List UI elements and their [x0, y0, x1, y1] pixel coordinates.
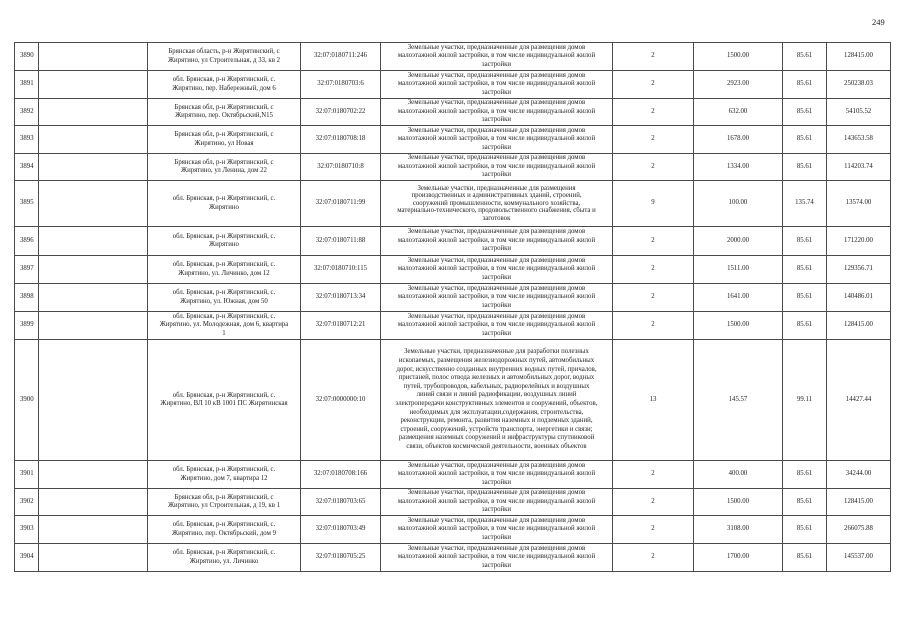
cell-address [148, 489, 301, 516]
rate-text: 85.61 [796, 265, 813, 273]
cadastral-text: 32:07:0180703:49 [315, 525, 366, 533]
cell-purpose [381, 99, 613, 126]
table-row [15, 516, 891, 544]
area-text: 2000.00 [726, 236, 750, 244]
area-text: 1334.00 [726, 162, 750, 170]
cell-code [613, 461, 694, 489]
purpose-text: Земельные участки, предназначенные для размещения домов малоэтажной жилой застройки, в том числе индивидуальной жилой застройки [397, 228, 596, 253]
cadastral-text: 32:07:0180708:166 [313, 470, 368, 478]
table-row [15, 99, 891, 126]
cell-address [148, 227, 301, 256]
cell-cadastral [301, 181, 381, 227]
value-text: 266075.88 [844, 525, 873, 533]
value-text: 140486.01 [844, 293, 873, 301]
num-text: 3896 [20, 236, 34, 244]
address-text: обл. Брянская, р-н Жирятинский, с. Жирятино, ВЛ 10 кВ 1001 ПС Жирятинская [160, 391, 288, 407]
cell-purpose [381, 154, 613, 181]
address-text: Брянская обл, р-н Жирятинский, с Жирятино, ул Строительная, д 19, кв 1 [167, 493, 281, 509]
cadastral-text: 32:07:0180703:6 [317, 80, 364, 88]
code-text: 2 [651, 52, 655, 60]
cell-blank [39, 461, 148, 489]
code-text: 2 [651, 553, 655, 561]
rate-text: 85.61 [796, 470, 813, 478]
value-text: 34244.00 [845, 470, 872, 478]
cadastral-text: 32:07:0180711:99 [315, 199, 366, 207]
address-text: обл. Брянская, р-н Жирятинский, с. Жирятино, ул. Личинко [172, 549, 276, 565]
cell-code [613, 99, 694, 126]
cadastral-text: 32:07:0180710:115 [314, 265, 367, 273]
code-text: 2 [651, 525, 655, 533]
code-text: 2 [651, 135, 655, 143]
value-text: 128415.00 [844, 497, 873, 505]
cadastral-text: 32:07:0180711:246 [314, 52, 367, 60]
area-text: 3108.00 [726, 525, 750, 533]
code-text: 2 [651, 497, 655, 505]
area-text: 1500.00 [726, 321, 750, 329]
cell-value [827, 227, 891, 256]
cell-cadastral [301, 516, 381, 544]
cell-area [694, 340, 783, 461]
cell-address [148, 71, 301, 99]
cell-num [15, 99, 39, 126]
cell-blank [39, 99, 148, 126]
rate-text: 85.61 [796, 107, 813, 115]
area-text: 1500.00 [726, 52, 750, 60]
cell-num [15, 71, 39, 99]
cell-cadastral [301, 126, 381, 154]
cell-cadastral [301, 340, 381, 461]
purpose-text: Земельные участки, предназначенные для размещения домов малоэтажной жилой застройки, в том числе индивидуальной жилой застройки [397, 154, 596, 179]
rate-text: 99.11 [796, 395, 813, 403]
value-text: 13574.00 [845, 199, 872, 207]
rate-text: 85.61 [796, 293, 813, 301]
table-row [15, 181, 891, 227]
cell-value [827, 126, 891, 154]
cell-code [613, 312, 694, 340]
table-row [15, 461, 891, 489]
cell-blank [39, 544, 148, 572]
cell-cadastral [301, 71, 381, 99]
cell-purpose [381, 544, 613, 572]
value-text: 14427.44 [845, 395, 872, 403]
code-text: 2 [651, 293, 655, 301]
value-text: 171220.00 [844, 236, 873, 244]
code-text: 2 [651, 265, 655, 273]
cell-blank [39, 71, 148, 99]
rate-text: 85.61 [796, 525, 813, 533]
num-text: 3891 [20, 80, 34, 88]
cell-num [15, 227, 39, 256]
num-text: 3900 [20, 395, 34, 403]
cell-rate [783, 256, 827, 284]
area-text: 1700.00 [726, 553, 750, 561]
num-text: 3894 [20, 162, 34, 170]
cell-rate [783, 181, 827, 227]
cell-code [613, 43, 694, 71]
cell-rate [783, 227, 827, 256]
cell-value [827, 43, 891, 71]
address-text: Брянская обл, р-н Жирятинский, с Жирятино, ул Новая [174, 131, 274, 147]
value-text: 143653.58 [844, 135, 873, 143]
cell-rate [783, 544, 827, 572]
rate-text: 85.61 [796, 321, 813, 329]
rate-text: 135.74 [795, 199, 814, 207]
cell-rate [783, 99, 827, 126]
cell-address [148, 516, 301, 544]
address-text: обл. Брянская, р-н Жирятинский, с. Жирятино, пер. Набережный, дом 6 [172, 76, 276, 92]
purpose-text: Земельные участки, предназначенные для размещения домов малоэтажной жилой застройки, в том числе индивидуальной жилой застройки [397, 312, 596, 337]
cell-value [827, 516, 891, 544]
cell-value [827, 461, 891, 489]
num-text: 3904 [20, 553, 34, 561]
land-plots-table [14, 42, 891, 572]
num-text: 3899 [20, 321, 34, 329]
value-text: 128415.00 [844, 321, 873, 329]
table-row [15, 154, 891, 181]
purpose-text: Земельные участки, предназначенные для размещения домов малоэтажной жилой застройки, в том числе индивидуальной жилой застройки [397, 284, 596, 309]
cell-purpose [381, 516, 613, 544]
cell-purpose [381, 340, 613, 461]
purpose-text: Земельные участки, предназначенные для размещения домов малоэтажной жилой застройки, в том числе индивидуальной жилой застройки [397, 544, 596, 569]
cell-value [827, 181, 891, 227]
value-text: 128415.00 [844, 52, 873, 60]
purpose-text: Земельные участки, предназначенные для разработки полезных ископаемых, размещения железнодорожных путей, автомобильных дорог, искусственно созданных внутренних водных путей, причалов, пристаней, полос отвода железных и автомобильных дорог, водных путей, трубопроводов, кабельных, радиорелейных и воздушных линий связи и линий радиофикации, воздушных линий электропередачи конструктивных элементов и сооружений, объектов, необходимых для эксплуатации,содержания, строительства, реконструкции, ремонта, развития наземных и подземных зданий, строений, сооружений, устройств транспорта, энергетики и связи; размещения наземных сооружений и инфраструктуры спутниковой связи, объектов космической деятельности, военных объектов [395, 348, 598, 450]
cell-cadastral [301, 154, 381, 181]
cell-code [613, 340, 694, 461]
cell-area [694, 71, 783, 99]
table-row [15, 227, 891, 256]
address-text: Брянская обл, р-н Жирятинский, с Жирятино, пер. Октябрьский,N15 [174, 103, 274, 119]
table-row [15, 489, 891, 516]
table-row [15, 126, 891, 154]
rate-text: 85.61 [796, 553, 813, 561]
area-text: 1678.00 [726, 135, 750, 143]
rate-text: 85.61 [796, 52, 813, 60]
table-row [15, 312, 891, 340]
area-text: 1511.00 [727, 265, 749, 273]
cell-num [15, 461, 39, 489]
value-text: 129356.71 [844, 265, 873, 273]
cell-rate [783, 284, 827, 312]
cell-purpose [381, 489, 613, 516]
rate-text: 85.61 [796, 236, 813, 244]
purpose-text: Земельные участки, предназначенные для размещения домов малоэтажной жилой застройки, в том числе индивидуальной жилой застройки [397, 43, 596, 68]
cell-area [694, 126, 783, 154]
cell-area [694, 544, 783, 572]
cadastral-text: 32:07:0180712:21 [315, 321, 366, 329]
purpose-text: Земельные участки, предназначенные для размещения домов малоэтажной жилой застройки, в том числе индивидуальной жилой застройки [397, 489, 596, 514]
address-text: обл. Брянская, р-н Жирятинский, с. Жирятино, ул. Молодежная, дом 6, квартира 1 [159, 312, 289, 337]
table-row [15, 544, 891, 572]
area-text: 145.57 [728, 395, 748, 403]
cell-area [694, 461, 783, 489]
cell-purpose [381, 256, 613, 284]
cell-num [15, 516, 39, 544]
area-text: 632.00 [728, 107, 748, 115]
cell-code [613, 516, 694, 544]
rate-text: 85.61 [796, 135, 813, 143]
cadastral-text: 32:07:0180710:8 [317, 162, 364, 170]
table-row [15, 71, 891, 99]
cell-area [694, 43, 783, 71]
num-text: 3890 [20, 52, 34, 60]
cell-num [15, 489, 39, 516]
cell-code [613, 154, 694, 181]
cadastral-text: 32:07:0000000:10 [315, 395, 366, 403]
area-text: 100.00 [728, 199, 748, 207]
cell-address [148, 284, 301, 312]
cell-blank [39, 181, 148, 227]
cell-num [15, 312, 39, 340]
cell-cadastral [301, 284, 381, 312]
cadastral-text: 32:07:0180708:18 [315, 135, 366, 143]
purpose-text: Земельные участки, предназначенные для размещения домов малоэтажной жилой застройки, в том числе индивидуальной жилой застройки [397, 126, 596, 151]
cell-num [15, 181, 39, 227]
cell-area [694, 154, 783, 181]
cadastral-text: 32:07:0180705:25 [315, 553, 366, 561]
cell-address [148, 312, 301, 340]
cell-address [148, 256, 301, 284]
cell-rate [783, 489, 827, 516]
cell-address [148, 126, 301, 154]
cell-blank [39, 154, 148, 181]
address-text: Брянская область, р-н Жирятинский, с Жирятино, ул Строительная, д 33, кв 2 [167, 48, 281, 64]
cell-area [694, 256, 783, 284]
cell-num [15, 256, 39, 284]
cell-rate [783, 154, 827, 181]
cell-cadastral [301, 43, 381, 71]
code-text: 9 [651, 199, 655, 207]
num-text: 3895 [20, 199, 34, 207]
purpose-text: Земельные участки, предназначенные для размещения домов малоэтажной жилой застройки, в том числе индивидуальной жилой застройки [397, 461, 596, 486]
cell-value [827, 99, 891, 126]
cadastral-text: 32:07:0180703:65 [315, 497, 366, 505]
cell-code [613, 544, 694, 572]
cell-blank [39, 227, 148, 256]
num-text: 3892 [20, 107, 34, 115]
cell-cadastral [301, 544, 381, 572]
cell-cadastral [301, 461, 381, 489]
cadastral-text: 32:07:0180711:88 [315, 236, 366, 244]
cell-rate [783, 312, 827, 340]
cell-num [15, 544, 39, 572]
table-row [15, 284, 891, 312]
cell-num [15, 284, 39, 312]
address-text: обл. Брянская, р-н Жирятинский, с. Жирятино, ул. Южная, дом 50 [172, 289, 276, 305]
cell-blank [39, 340, 148, 461]
cell-purpose [381, 181, 613, 227]
cell-code [613, 489, 694, 516]
cell-blank [39, 284, 148, 312]
value-text: 54105.52 [845, 107, 872, 115]
cell-code [613, 126, 694, 154]
cell-rate [783, 126, 827, 154]
cell-address [148, 43, 301, 71]
cell-address [148, 340, 301, 461]
num-text: 3903 [20, 525, 34, 533]
page-number: 249 [872, 17, 885, 27]
cell-cadastral [301, 99, 381, 126]
code-text: 2 [651, 470, 655, 478]
cadastral-text: 32:07:0180702:22 [315, 107, 366, 115]
cell-code [613, 71, 694, 99]
cell-area [694, 99, 783, 126]
code-text: 2 [651, 162, 655, 170]
area-text: 2923.00 [726, 80, 750, 88]
address-text: обл. Брянская, р-н Жирятинский, с. Жирятино, пер. Октябрьский, дом 9 [172, 521, 276, 537]
cell-code [613, 227, 694, 256]
cell-area [694, 284, 783, 312]
table-row [15, 256, 891, 284]
cell-purpose [381, 71, 613, 99]
cell-purpose [381, 284, 613, 312]
cell-value [827, 256, 891, 284]
cell-value [827, 489, 891, 516]
purpose-text: Земельные участки, предназначенные для размещения домов малоэтажной жилой застройки, в том числе индивидуальной жилой застройки [397, 516, 596, 541]
code-text: 2 [651, 321, 655, 329]
cell-address [148, 461, 301, 489]
area-text: 1500.00 [726, 497, 750, 505]
cell-rate [783, 43, 827, 71]
rate-text: 85.61 [796, 162, 813, 170]
cell-rate [783, 71, 827, 99]
cell-rate [783, 461, 827, 489]
value-text: 250238.03 [844, 80, 873, 88]
cell-value [827, 284, 891, 312]
cell-area [694, 489, 783, 516]
cell-purpose [381, 126, 613, 154]
num-text: 3898 [20, 293, 34, 301]
cell-address [148, 99, 301, 126]
table-row [15, 340, 891, 461]
cell-value [827, 154, 891, 181]
cell-area [694, 312, 783, 340]
cell-address [148, 154, 301, 181]
address-text: обл. Брянская, р-н Жирятинский, с. Жирятино [172, 195, 276, 211]
cell-area [694, 181, 783, 227]
cell-address [148, 544, 301, 572]
cell-purpose [381, 227, 613, 256]
cell-area [694, 516, 783, 544]
cell-num [15, 43, 39, 71]
cell-cadastral [301, 256, 381, 284]
address-text: обл. Брянская, р-н Жирятинский, с. Жирятино, ул. Личинко, дом 12 [172, 261, 276, 277]
cell-code [613, 256, 694, 284]
cell-code [613, 284, 694, 312]
rate-text: 85.61 [796, 497, 813, 505]
cell-code [613, 181, 694, 227]
num-text: 3897 [20, 265, 34, 273]
code-text: 2 [651, 107, 655, 115]
cell-cadastral [301, 489, 381, 516]
num-text: 3902 [20, 497, 34, 505]
cell-purpose [381, 461, 613, 489]
purpose-text: Земельные участки, предназначенные для размещения домов малоэтажной жилой застройки, в том числе индивидуальной жилой застройки [397, 99, 596, 124]
address-text: Брянская обл, р-н Жирятинский, с Жирятино, ул Ленина, дом 22 [174, 158, 274, 174]
cell-blank [39, 256, 148, 284]
cell-num [15, 340, 39, 461]
value-text: 114203.74 [844, 162, 873, 170]
cell-rate [783, 516, 827, 544]
cell-area [694, 227, 783, 256]
purpose-text: Земельные участки, предназначенные для размещения производственных и административных зданий, строений, сооружений промышленности, коммунального хозяйства, материально-технического, продовольственного снабжения, сбыта и заготовок [397, 184, 596, 222]
cell-blank [39, 312, 148, 340]
code-text: 2 [651, 236, 655, 244]
purpose-text: Земельные участки, предназначенные для размещения домов малоэтажной жилой застройки, в том числе индивидуальной жилой застройки [397, 71, 596, 96]
cell-value [827, 71, 891, 99]
cell-value [827, 340, 891, 461]
cell-address [148, 181, 301, 227]
value-text: 145537.00 [844, 553, 873, 561]
rate-text: 85.61 [796, 80, 813, 88]
cell-blank [39, 126, 148, 154]
cell-num [15, 154, 39, 181]
address-text: обл. Брянская, р-н Жирятинский, с. Жирятино [172, 232, 276, 248]
cell-value [827, 544, 891, 572]
cell-purpose [381, 43, 613, 71]
address-text: обл. Брянская, р-н Жирятинский, с. Жирятино, дом 7, квартира 12 [172, 466, 276, 482]
table-row [15, 43, 891, 71]
cell-rate [783, 340, 827, 461]
cell-cadastral [301, 312, 381, 340]
area-text: 400.00 [728, 470, 748, 478]
purpose-text: Земельные участки, предназначенные для размещения домов малоэтажной жилой застройки, в том числе индивидуальной жилой застройки [397, 256, 596, 281]
num-text: 3901 [20, 470, 34, 478]
cell-blank [39, 516, 148, 544]
cell-value [827, 312, 891, 340]
code-text: 13 [649, 395, 657, 403]
cell-num [15, 126, 39, 154]
num-text: 3893 [20, 135, 34, 143]
code-text: 2 [651, 80, 655, 88]
cell-purpose [381, 312, 613, 340]
cadastral-text: 32:07:0180713:34 [315, 293, 366, 301]
cell-blank [39, 43, 148, 71]
area-text: 1641.00 [726, 293, 750, 301]
cell-cadastral [301, 227, 381, 256]
cell-blank [39, 489, 148, 516]
